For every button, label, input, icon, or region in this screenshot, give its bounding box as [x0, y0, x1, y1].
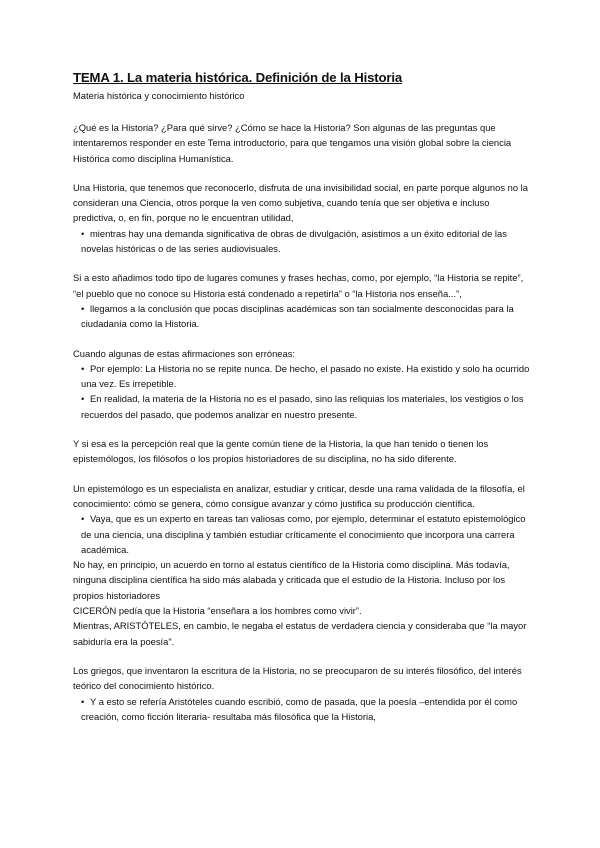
bullet-item	[73, 301, 533, 332]
bullet-text: Vaya, que es un experto en tareas tan valiosas como, por ejemplo, determinar el estatuto epistemológico de una ciencia, una disciplina y también estudiar críticamente el conocimiento que incorpora una carrera académica.	[81, 513, 526, 555]
paragraph: Una Historia, que tenemos que reconocerlo, disfruta de una invisibilidad social, en parte porque algunos no la consideran una Ciencia, otros porque la ven como subjetiva, cuando tenía que ser objetiva e incluso predictiva, o, en fin, porque no le encuentran utilidad,	[73, 181, 528, 224]
bullet-icon: •	[81, 513, 85, 525]
paragraph: No hay, en principio, un acuerdo en torno al estatus científico de la Historia como disciplina. Más todavía, ninguna disciplina científica ha sido más alabada y criticada que el estudio de la Historia. Incluso por los propios historiadores	[73, 559, 510, 601]
bullet-icon: •	[81, 227, 85, 239]
paragraph: CICERÓN pedía que la Historia “enseñara a los hombres como vivir”.	[73, 605, 362, 617]
bullet-icon: •	[81, 393, 85, 405]
paragraph: ¿Qué es la Historia? ¿Para qué sirve? ¿Cómo se hace la Historia? Son algunas de las preguntas que intentaremos responder en este Tema introductorio, para que tengamos una visión global sobre la ciencia Histórica como disciplina Humanística.	[73, 122, 512, 164]
paragraph: Y si esa es la percepción real que la gente común tiene de la Historia, la que han tenido o tienen los epistemólogos, los filósofos o los propios historiadores de su disciplina, no ha sido diferente.	[73, 438, 489, 465]
section-errors	[73, 346, 533, 422]
paragraph: Cuando algunas de estas afirmaciones son erróneas:	[73, 347, 296, 359]
document-subtitle: Materia histórica y conocimiento histórico	[73, 90, 245, 101]
bullet-icon: •	[81, 302, 85, 314]
bullet-item	[73, 361, 533, 392]
bullet-icon: •	[81, 695, 85, 707]
paragraph: Si a esto añadimos todo tipo de lugares comunes y frases hechas, como, por ejemplo, “la Historia se repite”, “el pueblo que no conoce su Historia está condenado a repetirla” o “la Historia nos enseña...”,	[73, 272, 524, 299]
document-page	[73, 68, 533, 724]
bullet-item	[73, 226, 533, 257]
section-perception	[73, 436, 533, 467]
section-commonplaces	[73, 270, 533, 331]
bullet-text: En realidad, la materia de la Historia no es el pasado, sino las reliquias los materiales, los vestigios o los recuerdos del pasado, que podemos analizar en nuestro presente.	[81, 393, 524, 420]
section-invisibility	[73, 180, 533, 256]
bullet-text: Y a esto se refería Aristóteles cuando escribió, como de pasada, que la poesía –entendida por él como creación, como ficción literaria- resultaba más filosófica que la Historia,	[81, 695, 518, 722]
bullet-text: mientras hay una demanda significativa de obras de divulgación, asistimos a un éxito editorial de las novelas históricas o de las series audiovisuales.	[81, 227, 507, 255]
bullet-item	[73, 511, 533, 557]
bullet-item	[73, 391, 533, 422]
bullet-text: llegamos a la conclusión que pocas disciplinas académicas son tan socialmente desconocidas para la ciudadanía como la Historia.	[81, 302, 514, 330]
paragraph: Mientras, ARISTÓTELES, en cambio, le negaba el estatus de verdadera ciencia y consideraba que “la mayor sabiduría era la poesía”.	[73, 620, 527, 647]
section-intro	[73, 120, 533, 166]
bullet-text: Por ejemplo: La Historia no se repite nunca. De hecho, el pasado no existe. Ha existido y solo ha ocurrido una vez. Es irrepetible.	[81, 362, 530, 390]
bullet-icon: •	[81, 362, 85, 374]
paragraph: Los griegos, que inventaron la escritura de la Historia, no se preocuparon de su interés filosófico, del interés teórico del conocimiento histórico.	[73, 664, 522, 692]
section-greeks	[73, 663, 533, 724]
section-epistemology	[73, 481, 533, 649]
bullet-item	[73, 694, 533, 725]
paragraph: Un epistemólogo es un especialista en analizar, estudiar y criticar, desde una rama validada de la filosofía, el conocimiento: cómo se genera, cómo consigue avanzar y cómo justifica su producción científica.	[73, 482, 525, 509]
document-title: TEMA 1. La materia histórica. Definición de la Historia	[73, 70, 403, 85]
